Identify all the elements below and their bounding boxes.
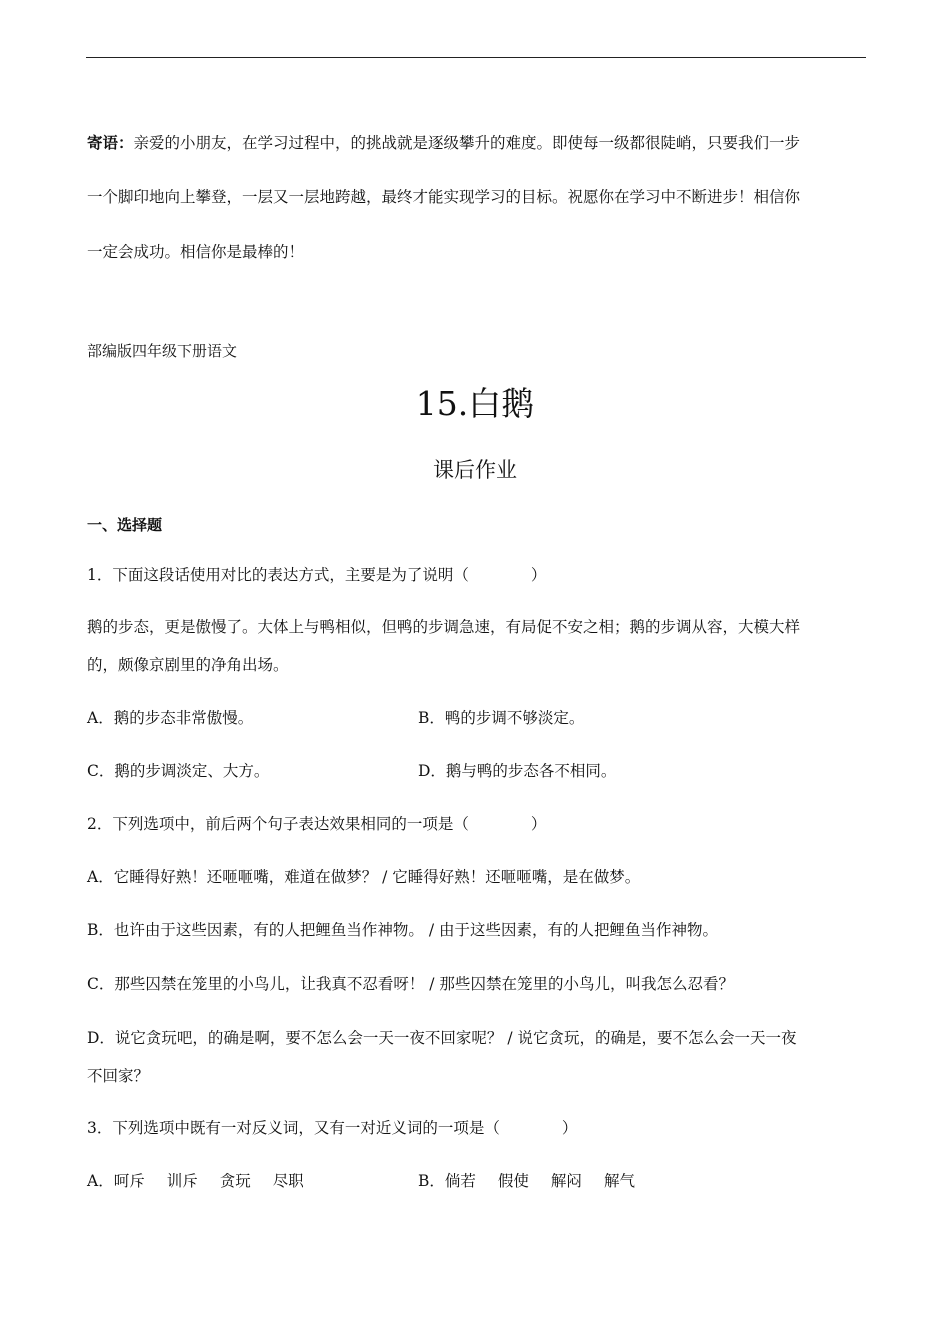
q1-option-d: D．鹅与鸭的步态各不相同。 (418, 762, 617, 780)
preface-line-3: 一定会成功。相信你是最棒的！ (87, 243, 305, 261)
q3-stem: 3．下列选项中既有一对反义词，又有一对近义词的一项是（ ） (87, 1119, 578, 1137)
q2-option-a: A．它睡得好熟！还咂咂嘴，难道在做梦？ / 它睡得好熟！还咂咂嘴，是在做梦。 (87, 868, 641, 886)
page-title: 15.白鹅 (415, 384, 535, 423)
subject-label: 部编版四年级下册语文 (87, 342, 238, 360)
header-rule (86, 57, 866, 58)
q3-a-word: 训斥 (166, 1172, 198, 1190)
q2-option-c: C．那些囚禁在笼里的小鸟儿，让我真不忍看呀！ / 那些囚禁在笼里的小鸟儿，叫我怎么忍看？ (87, 975, 734, 993)
q1-passage-line-1: 鹅的步态，更是傲慢了。大体上与鸭相似，但鸭的步调急速，有局促不安之相；鹅的步调从容，大模大样 (87, 618, 801, 636)
q2-stem: 2．下列选项中，前后两个句子表达效果相同的一项是（ ） (87, 815, 547, 833)
q2-option-d-line-2: 不回家？ (87, 1067, 150, 1085)
q1-passage-line-2: 的，颇像京剧里的净角出场。 (87, 656, 289, 674)
q1-option-c: C．鹅的步调淡定、大方。 (87, 762, 270, 780)
q3-option-a: A．呵斥 训斥 贪玩 尽职 (87, 1172, 304, 1190)
q3-b-word: 倘若 (444, 1172, 476, 1190)
q3-a-word: 呵斥 (113, 1172, 145, 1190)
q2-option-b: B．也许由于这些因素，有的人把鲤鱼当作神物。 / 由于这些因素，有的人把鲤鱼当作神物。 (87, 921, 718, 939)
q3-b-word: 解气 (603, 1172, 635, 1190)
q3-a-word: 尽职 (272, 1172, 304, 1190)
q1-option-a: A．鹅的步态非常傲慢。 (87, 709, 254, 727)
q2-option-d-line-1: D．说它贪玩吧，的确是啊，要不怎么会一天一夜不回家呢？ / 说它贪玩，的确是，要不怎么会一天一夜 (87, 1029, 797, 1047)
preface-line-1: 寄语：亲爱的小朋友，在学习过程中，的挑战就是逐级攀升的难度。即使每一级都很陡峭，只要我们一步 (87, 133, 801, 152)
section-heading: 一、选择题 (87, 516, 163, 534)
page-subtitle: 课后作业 (433, 458, 517, 482)
q1-option-b: B．鸭的步调不够淡定。 (418, 709, 585, 727)
q3-b-word: 解闷 (550, 1172, 582, 1190)
q3-a-word: 贪玩 (219, 1172, 251, 1190)
q3-option-b: B．倘若 假使 解闷 解气 (418, 1172, 635, 1190)
preface-label: 寄语： (87, 133, 134, 152)
q3-b-word: 假使 (497, 1172, 529, 1190)
q1-stem: 1．下面这段话使用对比的表达方式，主要是为了说明（ ） (87, 566, 547, 584)
preface-line-2: 一个脚印地向上攀登，一层又一层地跨越，最终才能实现学习的目标。祝愿你在学习中不断进步！相信你 (87, 188, 801, 206)
